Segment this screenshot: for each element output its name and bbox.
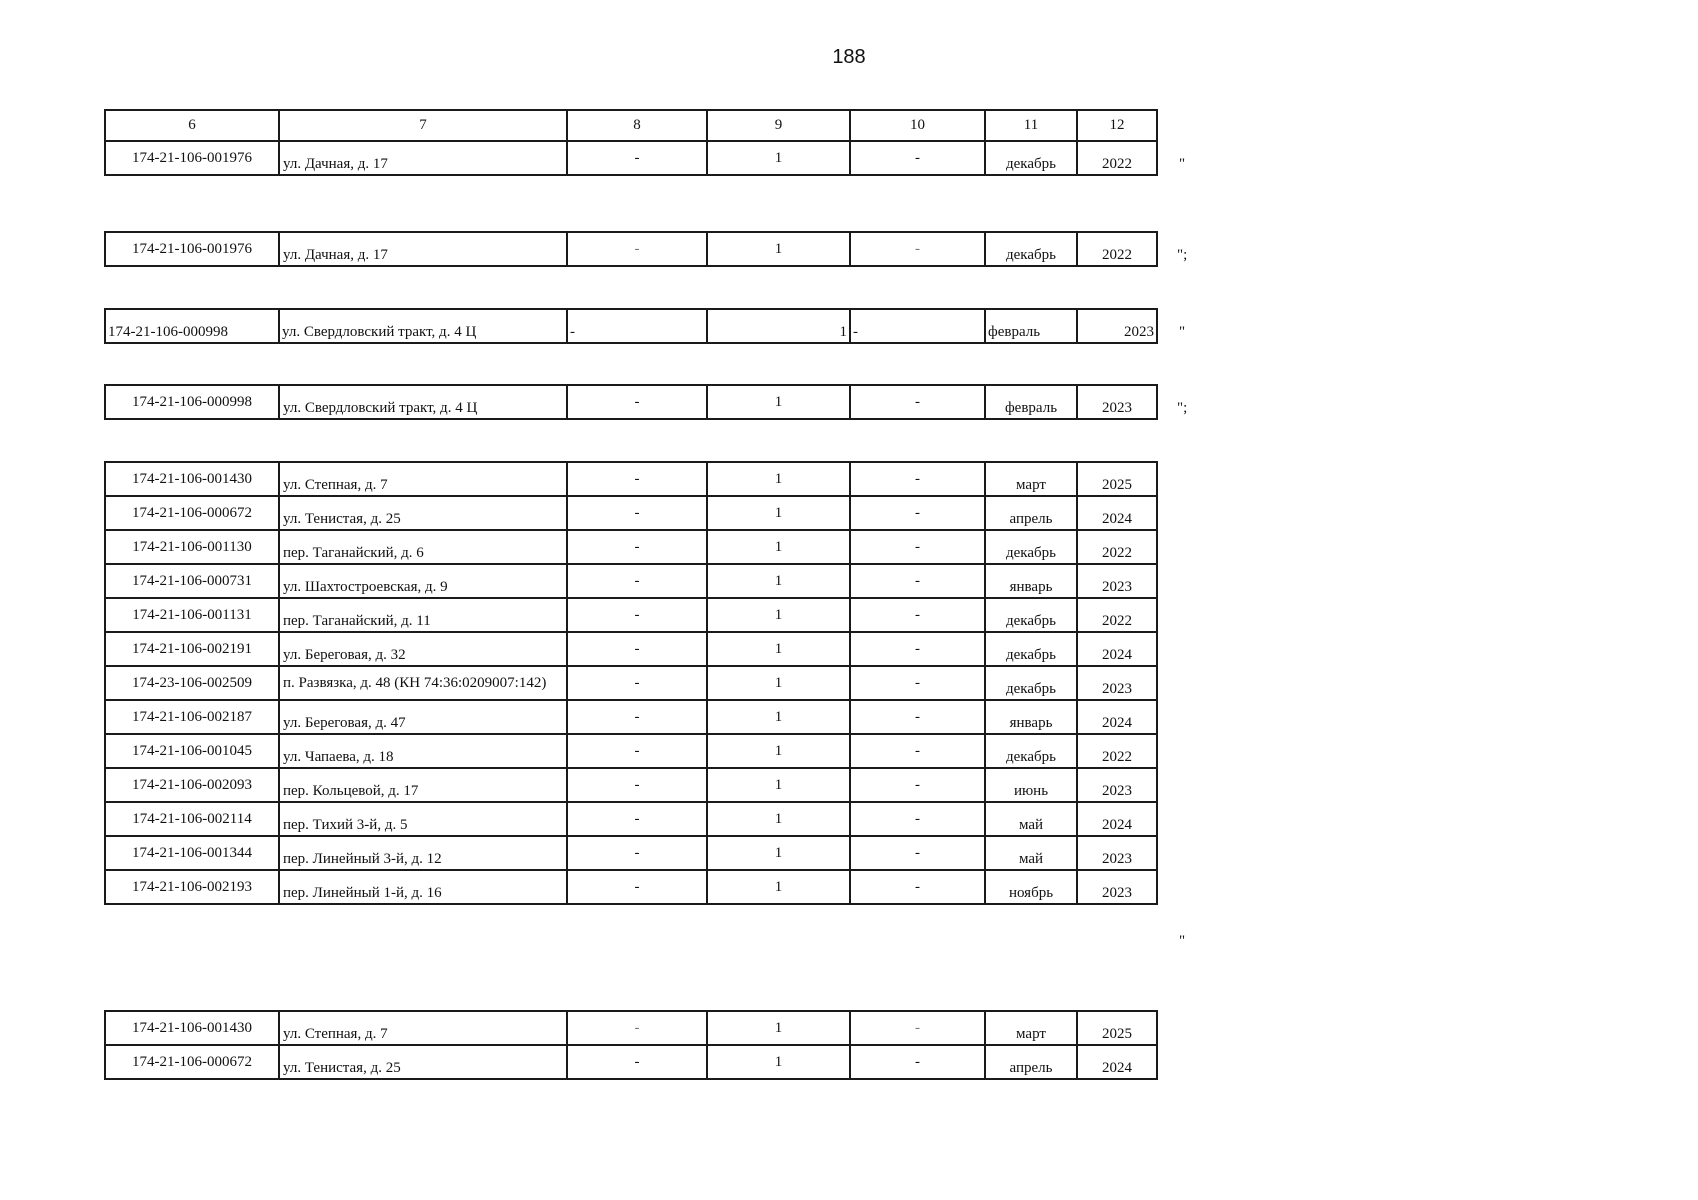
month-cell: май (985, 836, 1077, 870)
column-9-cell: 1 (707, 309, 850, 343)
table-row (105, 385, 1157, 419)
month-cell: апрель (985, 496, 1077, 530)
table-row (105, 530, 1157, 564)
column-10-cell: - (850, 1045, 985, 1079)
table-row (105, 141, 1157, 175)
cadastral-code-cell: 174-21-106-002114 (105, 802, 279, 836)
column-number-9: 9 (707, 110, 850, 141)
column-number-8: 8 (567, 110, 707, 141)
month-cell: декабрь (985, 232, 1077, 266)
table-block-5 (104, 461, 1158, 905)
column-8-cell: - (567, 1045, 707, 1079)
cadastral-code-cell: 174-21-106-000672 (105, 1045, 279, 1079)
month-cell: март (985, 462, 1077, 496)
year-cell: 2025 (1077, 1011, 1157, 1045)
address-cell: ул. Чапаева, д. 18 (279, 734, 567, 768)
address-cell: ул. Шахтостроевская, д. 9 (279, 564, 567, 598)
address-cell: ул. Степная, д. 7 (279, 462, 567, 496)
address-cell: пер. Кольцевой, д. 17 (279, 768, 567, 802)
year-cell: 2024 (1077, 1045, 1157, 1079)
column-8-cell: - (567, 232, 707, 266)
column-10-cell: - (850, 836, 985, 870)
year-cell: 2023 (1077, 836, 1157, 870)
table-row (105, 734, 1157, 768)
closing-quote-mark: "; (1177, 247, 1188, 263)
year-cell: 2025 (1077, 462, 1157, 496)
month-cell: январь (985, 700, 1077, 734)
address-cell: пер. Линейный 3-й, д. 12 (279, 836, 567, 870)
month-cell: декабрь (985, 734, 1077, 768)
month-cell: январь (985, 564, 1077, 598)
column-9-cell: 1 (707, 564, 850, 598)
column-10-cell: - (850, 530, 985, 564)
table-row (105, 768, 1157, 802)
column-8-cell: - (567, 564, 707, 598)
table-row (105, 232, 1157, 266)
column-8-cell: - (567, 666, 707, 700)
table-row (105, 802, 1157, 836)
data-table (104, 109, 1158, 176)
address-cell: пер. Таганайский, д. 11 (279, 598, 567, 632)
month-cell: декабрь (985, 632, 1077, 666)
cadastral-code-cell: 174-21-106-002093 (105, 768, 279, 802)
month-cell: ноябрь (985, 870, 1077, 904)
year-cell: 2023 (1077, 666, 1157, 700)
cadastral-code-cell: 174-21-106-002191 (105, 632, 279, 666)
cadastral-code-cell: 174-21-106-000731 (105, 564, 279, 598)
column-9-cell: 1 (707, 1011, 850, 1045)
year-cell: 2023 (1077, 870, 1157, 904)
data-table (104, 308, 1158, 344)
column-10-cell: - (850, 734, 985, 768)
year-cell: 2024 (1077, 496, 1157, 530)
cadastral-code-cell: 174-21-106-001976 (105, 141, 279, 175)
table-row (105, 309, 1157, 343)
column-8-cell: - (567, 598, 707, 632)
data-table (104, 1010, 1158, 1080)
column-8-cell: - (567, 768, 707, 802)
year-cell: 2023 (1077, 385, 1157, 419)
year-cell: 2022 (1077, 530, 1157, 564)
month-cell: декабрь (985, 530, 1077, 564)
cadastral-code-cell: 174-21-106-001430 (105, 462, 279, 496)
closing-quote-mark: " (1179, 933, 1186, 949)
address-cell: п. Развязка, д. 48 (КН 74:36:0209007:142) (279, 666, 567, 700)
column-8-cell: - (567, 462, 707, 496)
column-9-cell: 1 (707, 632, 850, 666)
address-cell: ул. Тенистая, д. 25 (279, 496, 567, 530)
address-cell: ул. Дачная, д. 17 (279, 141, 567, 175)
column-8-cell: - (567, 632, 707, 666)
column-8-cell: - (567, 1011, 707, 1045)
table-block-1 (104, 109, 1158, 176)
cadastral-code-cell: 174-23-106-002509 (105, 666, 279, 700)
column-8-cell: - (567, 836, 707, 870)
column-10-cell: - (850, 768, 985, 802)
table-row (105, 666, 1157, 700)
cadastral-code-cell: 174-21-106-001045 (105, 734, 279, 768)
column-10-cell: - (850, 309, 985, 343)
column-10-cell: - (850, 598, 985, 632)
address-cell: пер. Тихий 3-й, д. 5 (279, 802, 567, 836)
column-8-cell: - (567, 496, 707, 530)
address-cell: ул. Степная, д. 7 (279, 1011, 567, 1045)
data-table (104, 384, 1158, 420)
table-block-3 (104, 308, 1158, 344)
year-cell: 2022 (1077, 141, 1157, 175)
year-cell: 2023 (1077, 309, 1157, 343)
year-cell: 2023 (1077, 564, 1157, 598)
month-cell: декабрь (985, 666, 1077, 700)
closing-quote-mark: "; (1177, 400, 1188, 416)
column-10-cell: - (850, 462, 985, 496)
cadastral-code-cell: 174-21-106-001430 (105, 1011, 279, 1045)
column-9-cell: 1 (707, 385, 850, 419)
column-8-cell: - (567, 870, 707, 904)
column-8-cell: - (567, 385, 707, 419)
data-table (104, 231, 1158, 267)
column-9-cell: 1 (707, 496, 850, 530)
cadastral-code-cell: 174-21-106-001130 (105, 530, 279, 564)
table-row (105, 598, 1157, 632)
cadastral-code-cell: 174-21-106-001131 (105, 598, 279, 632)
column-10-cell: - (850, 564, 985, 598)
cadastral-code-cell: 174-21-106-002193 (105, 870, 279, 904)
column-10-cell: - (850, 141, 985, 175)
table-row (105, 496, 1157, 530)
address-cell: пер. Линейный 1-й, д. 16 (279, 870, 567, 904)
year-cell: 2023 (1077, 768, 1157, 802)
column-10-cell: - (850, 1011, 985, 1045)
column-8-cell: - (567, 700, 707, 734)
column-10-cell: - (850, 802, 985, 836)
column-number-11: 11 (985, 110, 1077, 141)
table-row (105, 632, 1157, 666)
cadastral-code-cell: 174-21-106-000998 (105, 385, 279, 419)
year-cell: 2022 (1077, 232, 1157, 266)
column-10-cell: - (850, 232, 985, 266)
cadastral-code-cell: 174-21-106-001344 (105, 836, 279, 870)
column-9-cell: 1 (707, 768, 850, 802)
address-cell: ул. Свердловский тракт, д. 4 Ц (279, 309, 567, 343)
table-block-4 (104, 384, 1158, 420)
column-9-cell: 1 (707, 598, 850, 632)
month-cell: апрель (985, 1045, 1077, 1079)
month-cell: декабрь (985, 141, 1077, 175)
column-8-cell: - (567, 530, 707, 564)
table-row (105, 870, 1157, 904)
column-10-cell: - (850, 666, 985, 700)
cadastral-code-cell: 174-21-106-000672 (105, 496, 279, 530)
year-cell: 2024 (1077, 632, 1157, 666)
table-row (105, 1045, 1157, 1079)
column-8-cell: - (567, 802, 707, 836)
column-9-cell: 1 (707, 734, 850, 768)
address-cell: ул. Тенистая, д. 25 (279, 1045, 567, 1079)
table-row (105, 462, 1157, 496)
closing-quote-mark: " (1179, 324, 1186, 340)
column-10-cell: - (850, 632, 985, 666)
table-row (105, 700, 1157, 734)
cadastral-code-cell: 174-21-106-002187 (105, 700, 279, 734)
month-cell: февраль (985, 385, 1077, 419)
column-number-7: 7 (279, 110, 567, 141)
month-cell: май (985, 802, 1077, 836)
column-9-cell: 1 (707, 462, 850, 496)
column-9-cell: 1 (707, 802, 850, 836)
year-cell: 2024 (1077, 700, 1157, 734)
cadastral-code-cell: 174-21-106-000998 (105, 309, 279, 343)
address-cell: ул. Береговая, д. 32 (279, 632, 567, 666)
month-cell: декабрь (985, 598, 1077, 632)
column-10-cell: - (850, 870, 985, 904)
month-cell: июнь (985, 768, 1077, 802)
table-block-6 (104, 1010, 1158, 1080)
address-cell: ул. Дачная, д. 17 (279, 232, 567, 266)
year-cell: 2024 (1077, 802, 1157, 836)
column-10-cell: - (850, 496, 985, 530)
column-8-cell: - (567, 734, 707, 768)
column-number-10: 10 (850, 110, 985, 141)
column-9-cell: 1 (707, 530, 850, 564)
column-header-row (105, 110, 1157, 141)
cadastral-code-cell: 174-21-106-001976 (105, 232, 279, 266)
column-number-6: 6 (105, 110, 279, 141)
column-9-cell: 1 (707, 141, 850, 175)
column-9-cell: 1 (707, 1045, 850, 1079)
column-10-cell: - (850, 385, 985, 419)
table-row (105, 564, 1157, 598)
column-number-12: 12 (1077, 110, 1157, 141)
column-8-cell: - (567, 141, 707, 175)
month-cell: февраль (985, 309, 1077, 343)
address-cell: ул. Береговая, д. 47 (279, 700, 567, 734)
closing-quote-mark: " (1179, 156, 1186, 172)
address-cell: ул. Свердловский тракт, д. 4 Ц (279, 385, 567, 419)
column-9-cell: 1 (707, 666, 850, 700)
page-number: 188 (832, 46, 866, 68)
column-9-cell: 1 (707, 870, 850, 904)
year-cell: 2022 (1077, 734, 1157, 768)
address-cell: пер. Таганайский, д. 6 (279, 530, 567, 564)
column-9-cell: 1 (707, 700, 850, 734)
month-cell: март (985, 1011, 1077, 1045)
year-cell: 2022 (1077, 598, 1157, 632)
table-block-2 (104, 231, 1158, 267)
column-9-cell: 1 (707, 232, 850, 266)
column-9-cell: 1 (707, 836, 850, 870)
column-8-cell: - (567, 309, 707, 343)
column-10-cell: - (850, 700, 985, 734)
table-row (105, 1011, 1157, 1045)
data-table (104, 461, 1158, 905)
table-row (105, 836, 1157, 870)
